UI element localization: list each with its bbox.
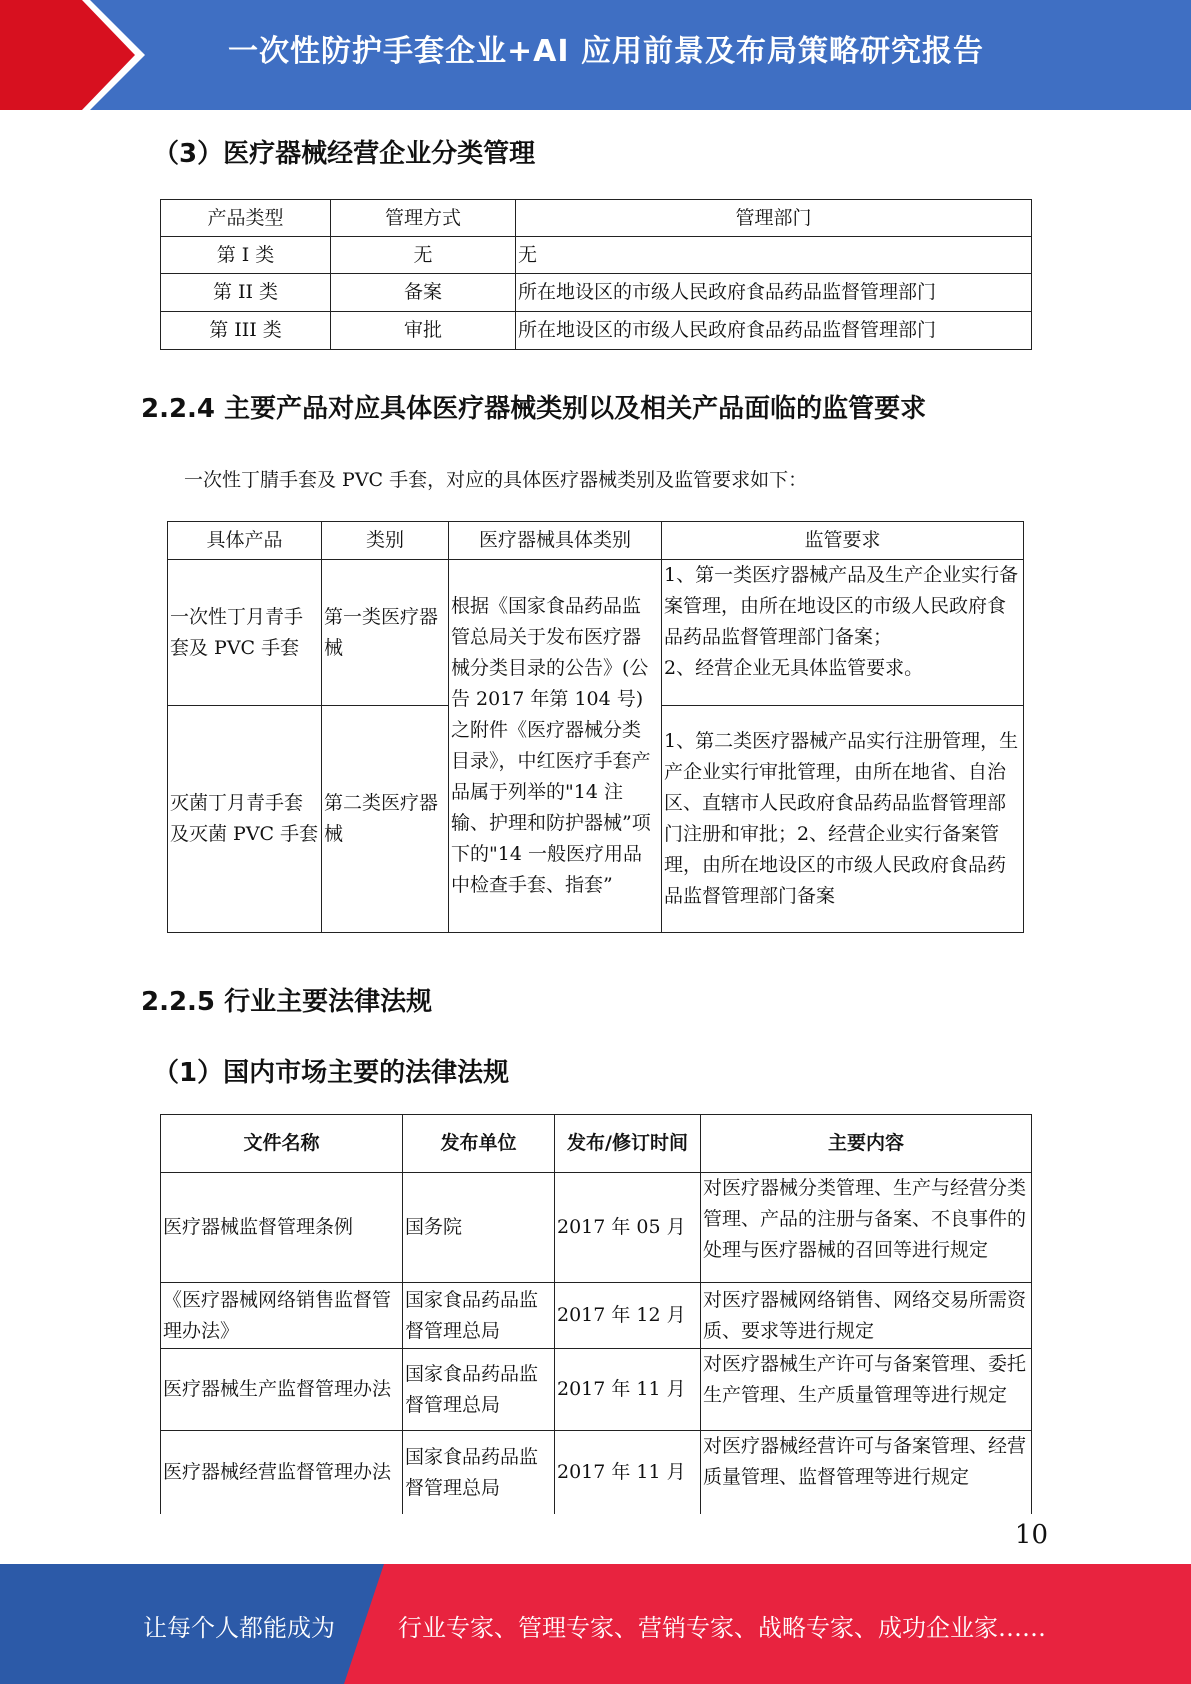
page-footer [0, 1564, 1191, 1684]
section-subtitle-domestic-laws: （1）国内市场主要的法律法规 [153, 1058, 510, 1088]
page-header [0, 0, 1191, 110]
table-cell: 国家食品药品监督管理总局 [403, 1431, 555, 1515]
table-cell: 第 II 类 [161, 274, 331, 312]
table-cell: 所在地设区的市级人民政府食品药品监督管理部门 [516, 274, 1032, 312]
table-cell: 审批 [331, 312, 516, 350]
table-cell-device-category: 根据《国家食品药品监管总局关于发布医疗器械分类目录的公告》(公告 2017 年第 104 号)之附件《医疗器械分类目录》，中红医疗手套产品属于列举的"14 注输、护理和防护器械”项下的"14 一般医疗用品中检查手套、指套” [449, 560, 662, 933]
table-cell: 2017 年 12 月 [555, 1283, 701, 1349]
table-header: 管理方式 [331, 200, 516, 237]
table-header: 监管要求 [662, 522, 1024, 560]
table-row [168, 560, 1024, 706]
table-header: 文件名称 [161, 1115, 403, 1173]
laws-table [160, 1114, 1032, 1514]
table-cell: 国家食品药品监督管理总局 [403, 1349, 555, 1431]
table-header: 产品类型 [161, 200, 331, 237]
table-header: 管理部门 [516, 200, 1032, 237]
classification-table [160, 199, 1032, 350]
table-cell: 对医疗器械网络销售、网络交易所需资质、要求等进行规定 [701, 1283, 1032, 1349]
section-heading-225: 2.2.5 行业主要法律法规 [141, 987, 433, 1017]
table-header: 类别 [322, 522, 449, 560]
table-cell-product: 灭菌丁月青手套及灭菌 PVC 手套 [168, 706, 322, 933]
table-cell: 所在地设区的市级人民政府食品药品监督管理部门 [516, 312, 1032, 350]
table-cell: 无 [516, 237, 1032, 274]
table-row [161, 1173, 1032, 1283]
table-cell [701, 1349, 1032, 1431]
table-header: 发布单位 [403, 1115, 555, 1173]
table-cell-category: 第一类医疗器械 [322, 560, 449, 706]
table-cell: 第 III 类 [161, 312, 331, 350]
table-cell-text: 对医疗器械生产许可与备案管理、委托生产管理、生产质量管理等进行规定 [703, 1353, 1027, 1406]
page-number: 10 [1014, 1520, 1048, 1550]
footer-slogan-right: 行业专家、管理专家、营销专家、战略专家、成功企业家…… [398, 1614, 1046, 1642]
laws-table-viewport [160, 1114, 1032, 1514]
table-row [161, 1431, 1032, 1515]
table-cell: 2017 年 11 月 [555, 1431, 701, 1515]
table-cell: 2017 年 11 月 [555, 1349, 701, 1431]
table-header: 医疗器械具体类别 [449, 522, 662, 560]
table-cell: 国家食品药品监督管理总局 [403, 1283, 555, 1349]
table-cell: 第 I 类 [161, 237, 331, 274]
intro-paragraph: 一次性丁腈手套及 PVC 手套，对应的具体医疗器械类别及监管要求如下： [184, 469, 808, 491]
table-cell-text: 对医疗器械分类管理、生产与经营分类管理、产品的注册与备案、不良事件的处理与医疗器械的召回等进行规定 [703, 1177, 1027, 1261]
table-cell: 医疗器械经营监督管理办法 [161, 1431, 403, 1515]
table-cell: 无 [331, 237, 516, 274]
table-header: 具体产品 [168, 522, 322, 560]
section-subtitle-classification: （3）医疗器械经营企业分类管理 [153, 139, 536, 169]
table-header: 主要内容 [701, 1115, 1032, 1173]
table-row [161, 312, 1032, 350]
table-row [161, 274, 1032, 312]
table-cell: 医疗器械生产监督管理办法 [161, 1349, 403, 1431]
product-category-table [167, 521, 1024, 933]
table-row [161, 237, 1032, 274]
table-cell-category: 第二类医疗器械 [322, 706, 449, 933]
table-cell [701, 1173, 1032, 1283]
header-title: 一次性防护手套企业+AI 应用前景及布局策略研究报告 [228, 34, 984, 69]
table-cell: 备案 [331, 274, 516, 312]
table-row [161, 1349, 1032, 1431]
table-cell-text: 对医疗器械经营许可与备案管理、经营质量管理、监督管理等进行规定 [703, 1435, 1027, 1488]
table-cell-requirement: 1、第一类医疗器械产品及生产企业实行备案管理，由所在地设区的市级人民政府食品药品监督管理部门备案； 2、经营企业无具体监管要求。 [662, 560, 1024, 706]
table-cell: 《医疗器械网络销售监督管理办法》 [161, 1283, 403, 1349]
footer-slogan-left: 让每个人都能成为 [143, 1614, 335, 1642]
table-row [161, 1283, 1032, 1349]
table-cell-product: 一次性丁月青手套及 PVC 手套 [168, 560, 322, 706]
section-heading-224: 2.2.4 主要产品对应具体医疗器械类别以及相关产品面临的监管要求 [141, 394, 927, 424]
table-cell: 国务院 [403, 1173, 555, 1283]
table-cell-requirement: 1、第二类医疗器械产品实行注册管理，生产企业实行审批管理，由所在地省、自治区、直辖市人民政府食品药品监督管理部门注册和审批；2、经营企业实行备案管理，由所在地设区的市级人民政府食品药品监督管理部门备案 [662, 706, 1024, 933]
table-cell [701, 1431, 1032, 1515]
header-red-arrow [0, 0, 150, 110]
table-cell: 2017 年 05 月 [555, 1173, 701, 1283]
table-cell: 医疗器械监督管理条例 [161, 1173, 403, 1283]
table-header: 发布/修订时间 [555, 1115, 701, 1173]
